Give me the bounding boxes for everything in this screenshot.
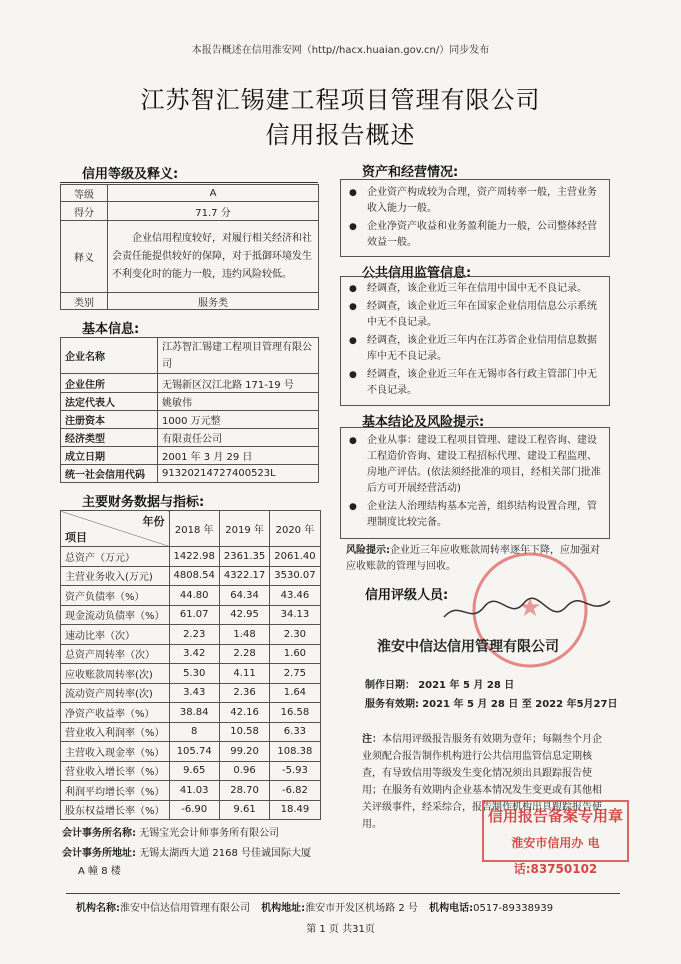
finance-row [61, 742, 321, 762]
finance-row [61, 644, 321, 664]
supervision-item: ● 经调查，该企业近三年内在江苏省企业信用信息数据库中无不良记录。 [341, 333, 609, 365]
finance-cell: 34.13 [270, 605, 320, 625]
basic-info-table [60, 337, 319, 483]
finance-row-label: 股东权益增长率（%） [61, 800, 170, 820]
finance-cell: 64.34 [219, 586, 269, 606]
footer-org-label: 机构名称: [76, 903, 120, 914]
finance-cell: 9.61 [219, 800, 269, 820]
address-label: 企业住所 [61, 374, 158, 393]
finance-cell: 42.16 [219, 703, 269, 723]
finance-row [61, 761, 321, 781]
supervision-section-title: 公共信用监管信息: [362, 266, 472, 281]
finance-rows [61, 547, 321, 820]
finance-cell: 3.43 [169, 683, 219, 703]
footer-phone-value: 0517-89338939 [473, 903, 554, 914]
acct-name-label: 会计事务所名称: [62, 828, 136, 839]
finance-cell: 2361.35 [219, 547, 269, 567]
finance-cell: 99.20 [219, 742, 269, 762]
finance-section-title [60, 491, 318, 511]
company-name-label: 企业名称 [61, 338, 158, 374]
finance-cell: -6.82 [270, 781, 320, 801]
note-label: 注： [362, 734, 382, 745]
analyst-label: 信用评级人员: [365, 588, 449, 603]
finance-row [61, 625, 321, 645]
address-value: 无锡新区汉江北路 171-19 号 [158, 374, 319, 393]
finance-cell: 5.30 [169, 664, 219, 684]
finance-cell: 2.30 [270, 625, 320, 645]
acct-addr-line [62, 844, 311, 859]
finance-cell: 16.58 [270, 703, 320, 723]
score-label: 得分 [61, 202, 108, 221]
category-value: 服务类 [108, 293, 319, 310]
corner-year: 年份 [142, 514, 165, 528]
year-2019: 2019 年 [219, 511, 269, 547]
finance-cell: 38.84 [169, 703, 219, 723]
founded-value: 2001 年 3 月 29 日 [158, 447, 319, 465]
finance-row [61, 781, 321, 801]
category-label: 类别 [61, 293, 108, 310]
finance-section-label: 主要财务数据与指标: [82, 495, 205, 510]
basic-section-label: 基本信息: [82, 322, 140, 337]
company-name-value: 江苏智汇锡建工程项目管理有限公司 [158, 338, 319, 374]
finance-cell: 8 [169, 722, 219, 742]
conclusion-item: ● 企业法人治理结构基本完善，组织结构设置合理，管理制度比较完备。 [341, 499, 609, 531]
valid-value: 2021 年 5 月 28 日 至 2022 年5月27日 [422, 699, 618, 710]
finance-row [61, 605, 321, 625]
finance-row-label: 现金流动负债率（%） [61, 605, 170, 625]
rating-section-title [60, 163, 318, 183]
finance-cell: 2.36 [219, 683, 269, 703]
rating-table [60, 184, 319, 310]
valid-label: 服务有效期: [365, 699, 419, 710]
footer-divider [66, 893, 620, 894]
supervision-item: ● 经调查，该企业近三年在无锡市各行政主管部门中无不良记录。 [341, 367, 609, 399]
legal-rep-label: 法定代表人 [61, 393, 158, 411]
finance-row-label: 总资产周转率（次） [61, 644, 170, 664]
finance-row-label: 营业收入增长率（%） [61, 761, 170, 781]
filing-stamp-line2: 淮安市信用办 电话:83750102 [511, 836, 600, 876]
svg-text:★: ★ [518, 593, 542, 623]
org-name: 淮安中信达信用管理有限公司 [377, 639, 559, 655]
finance-cell: 1.48 [219, 625, 269, 645]
conclusion-section-title: 基本结论及风险提示: [362, 415, 485, 430]
page-number: 第 1 页 共31页 [306, 924, 375, 935]
finance-row [61, 703, 321, 723]
finance-cell: 3.42 [169, 644, 219, 664]
assets-item: ● 企业净资产收益和业务盈利能力一般，公司整体经营效益一般。 [341, 219, 609, 251]
report-title: 信用报告概述 [265, 121, 416, 149]
finance-cell: 18.49 [270, 800, 320, 820]
analyst-signature [440, 595, 620, 633]
footer-org-value: 淮安中信达信用管理有限公司 [120, 903, 250, 914]
top-note: 本报告概述在信用淮安网（http//hacx.huaian.gov.cn/）同步发布 [191, 45, 490, 56]
supervision-box [340, 276, 610, 406]
year-2020: 2020 年 [270, 511, 320, 547]
finance-cell: 4322.17 [219, 566, 269, 586]
company-title: 江苏智汇锡建工程项目管理有限公司 [140, 86, 541, 114]
finance-row [61, 664, 321, 684]
grade-value: A [108, 185, 319, 202]
made-date-label: 制作日期： [365, 680, 415, 691]
finance-corner-cell [61, 511, 170, 547]
finance-row-label: 净资产收益率（%） [61, 703, 170, 723]
capital-value: 1000 万元整 [158, 411, 319, 429]
finance-row-label: 营业收入利润率（%） [61, 722, 170, 742]
finance-cell: 28.70 [219, 781, 269, 801]
finance-row-label: 总资产（万元） [61, 547, 170, 567]
grade-label: 等级 [61, 185, 108, 202]
conclusion-item: ● 企业从事：建设工程项目管理、建设工程咨询、建设工程造价咨询、建设工程招标代理、建设工程监理、房地产评估。(依法须经批准的项目，经相关部门批准后方可开展经营活动) [341, 433, 609, 497]
finance-cell: 108.38 [270, 742, 320, 762]
risk-label: 风险提示: [346, 545, 390, 556]
assets-section-title: 资产和经营情况: [362, 165, 459, 180]
finance-table [60, 510, 321, 820]
explain-value: 企业信用程度较好，对履行相关经济和社会责任能提供较好的保障，对于抵御环境发生不利变化时的能力一般，违约风险较低。 [108, 221, 319, 293]
explain-label: 释义 [61, 221, 108, 293]
finance-row [61, 547, 321, 567]
finance-cell: 44.80 [169, 586, 219, 606]
finance-row [61, 566, 321, 586]
finance-row-label: 主营收入现金率（%） [61, 742, 170, 762]
basic-section-title [60, 318, 318, 338]
credit-code-label: 统一社会信用代码 [61, 465, 158, 483]
conclusion-box [340, 427, 610, 539]
finance-cell: 2.75 [270, 664, 320, 684]
made-date-line [365, 676, 514, 691]
finance-row-label: 流动资产周转率(次) [61, 683, 170, 703]
corner-item: 项目 [65, 530, 87, 544]
assets-box [340, 179, 610, 257]
finance-cell: 3530.07 [270, 566, 320, 586]
finance-cell: -5.93 [270, 761, 320, 781]
finance-cell: 4808.54 [169, 566, 219, 586]
capital-label: 注册资本 [61, 411, 158, 429]
acct-name-line [62, 824, 279, 839]
founded-label: 成立日期 [61, 447, 158, 465]
finance-row-label: 速动比率（次） [61, 625, 170, 645]
score-value: 71.7 分 [108, 202, 319, 221]
finance-cell: 4.11 [219, 664, 269, 684]
supervision-item: ● 经调查，该企业近三年在信用中国中无不良记录。 [341, 281, 609, 297]
finance-cell: 41.03 [169, 781, 219, 801]
risk-text: 企业近三年应收账款周转率逐年下降，应加强对应收账款的管理与回收。 [346, 545, 600, 572]
finance-cell: 43.46 [270, 586, 320, 606]
finance-cell: 61.07 [169, 605, 219, 625]
legal-rep-value: 姚敏伟 [158, 393, 319, 411]
assets-item: ● 企业资产构成较为合理，资产周转率一般，主营业务收入能力一般。 [341, 185, 609, 217]
finance-row [61, 586, 321, 606]
year-2018: 2018 年 [169, 511, 219, 547]
footer-info [76, 899, 553, 914]
acct-addr-value-2: A 幢 8 楼 [78, 866, 121, 877]
finance-cell: 9.65 [169, 761, 219, 781]
finance-cell: 1422.98 [169, 547, 219, 567]
acct-addr-label: 会计事务所地址: [62, 848, 136, 859]
footer-addr-label: 机构地址: [261, 903, 306, 914]
valid-line [365, 695, 617, 710]
finance-cell: -6.90 [169, 800, 219, 820]
finance-cell: 1.60 [270, 644, 320, 664]
filing-stamp-line1: 信用报告备案专用章 [487, 807, 623, 825]
made-date-value: 2021 年 5 月 28 日 [418, 680, 515, 691]
econ-type-value: 有限责任公司 [158, 429, 319, 447]
finance-row-label: 资产负债率（%） [61, 586, 170, 606]
finance-row-label: 利润平均增长率（%） [61, 781, 170, 801]
footer-addr-value: 淮安市开发区机场路 2 号 [305, 903, 418, 914]
finance-cell: 0.96 [219, 761, 269, 781]
finance-cell: 42.95 [219, 605, 269, 625]
finance-cell: 2.28 [219, 644, 269, 664]
note-text: 本信用评级报告服务有效期为壹年；每隔叁个月企业须配合报告制作机构进行公共信用监管信息定期核查，有导致信用等级发生变化情况须出具跟踪报告使用；在服务有效期内企业基本情况发生变更或有其他相关评级事件，经采综合，报告制作机构出具跟踪报告使用。 [362, 734, 602, 830]
acct-name-value: 无锡宝光会计师事务所有限公司 [139, 828, 280, 839]
finance-row-label: 主营业务收入(万元) [61, 566, 170, 586]
econ-type-label: 经济类型 [61, 429, 158, 447]
finance-cell: 2.23 [169, 625, 219, 645]
finance-row [61, 722, 321, 742]
finance-row [61, 683, 321, 703]
finance-cell: 1.64 [270, 683, 320, 703]
finance-row-label: 应收账款周转率(次) [61, 664, 170, 684]
finance-cell: 2061.40 [270, 547, 320, 567]
finance-cell: 6.33 [270, 722, 320, 742]
finance-row [61, 800, 321, 820]
footer-phone-label: 机构电话: [429, 903, 474, 914]
supervision-item: ● 经调查，该企业近三年在国家企业信用信息公示系统中无不良记录。 [341, 299, 609, 331]
finance-cell: 105.74 [169, 742, 219, 762]
credit-code-value: 91320214727400523L [158, 465, 319, 483]
acct-addr-value: 无锡太湖西大道 2168 号佳诚国际大厦 [139, 848, 311, 859]
rating-section-label: 信用等级及释义: [82, 167, 179, 182]
finance-cell: 10.58 [219, 722, 269, 742]
filing-stamp [482, 800, 629, 876]
